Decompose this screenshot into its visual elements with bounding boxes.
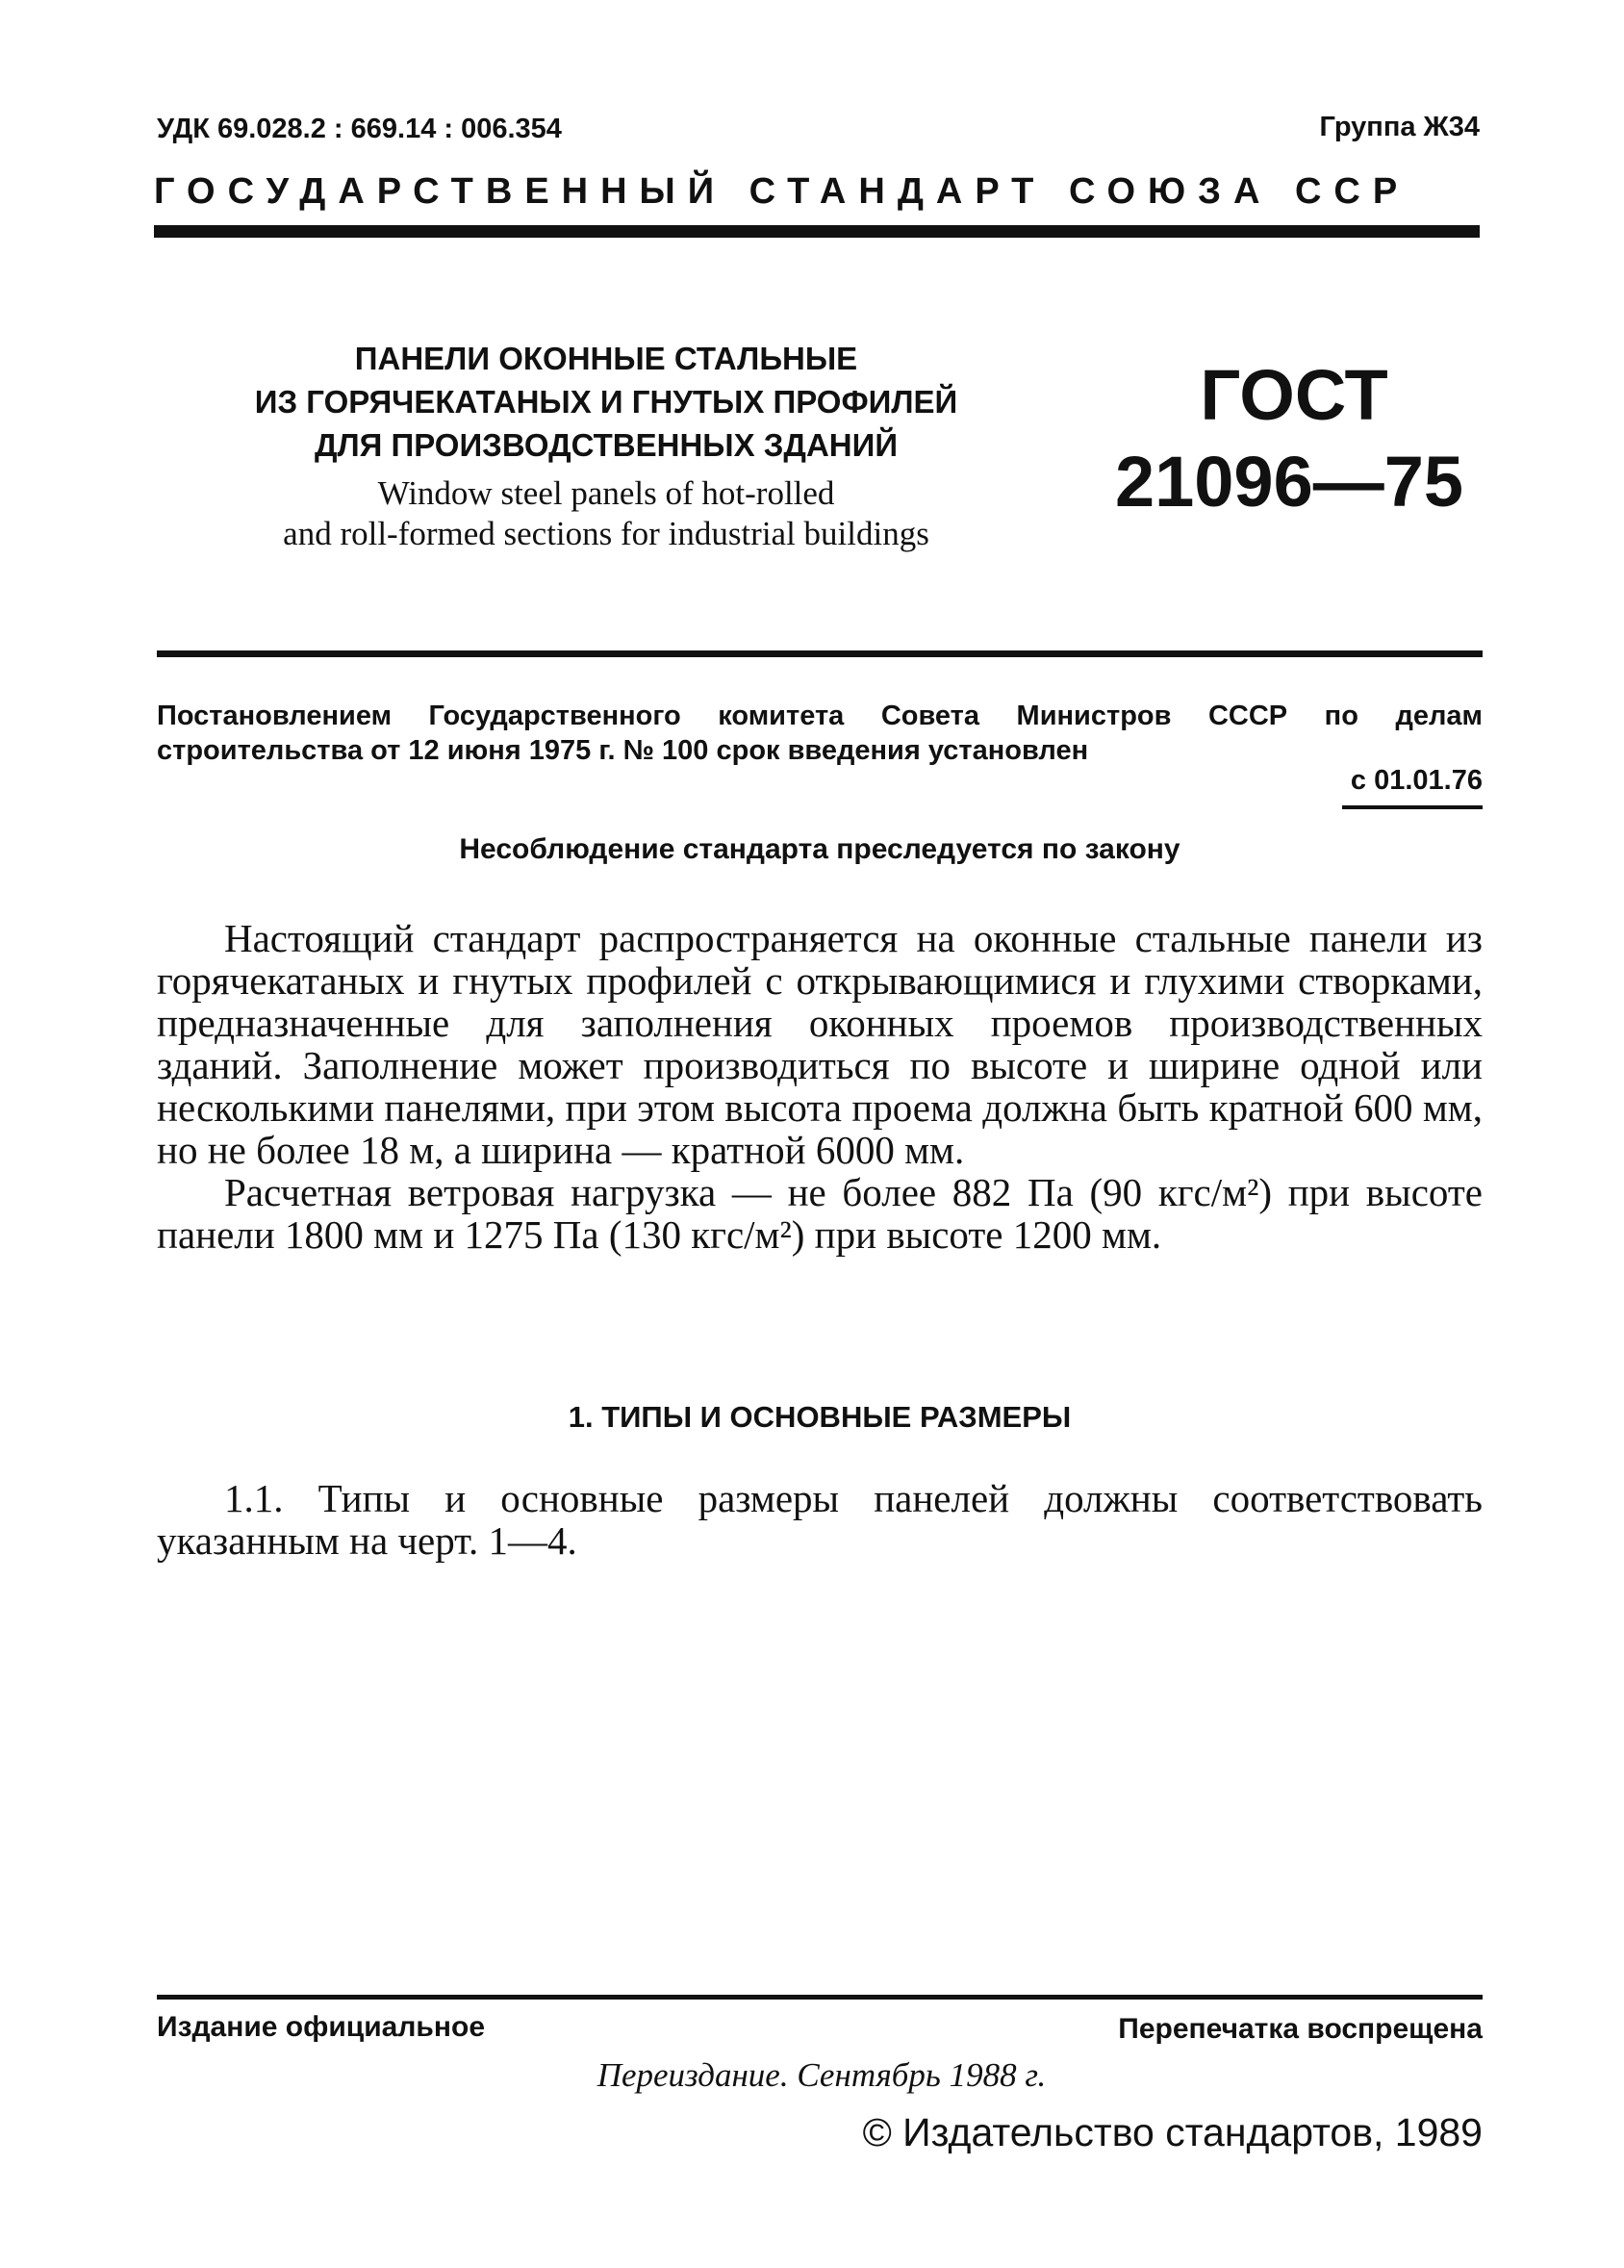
title-ru-line-3: ДЛЯ ПРОИЗВОДСТВЕННЫХ ЗДАНИЙ bbox=[314, 427, 899, 463]
effective-date: с 01.01.76 bbox=[1350, 765, 1483, 796]
law-notice: Несоблюдение стандарта преследуется по закону bbox=[459, 833, 1180, 865]
state-standard-heading: ГОСУДАРСТВЕННЫЙ СТАНДАРТ СОЮЗА ССР bbox=[154, 171, 1410, 212]
no-reprint-notice: Перепечатка воспрещена bbox=[1118, 2013, 1483, 2045]
title-rule bbox=[157, 650, 1483, 657]
date-underline bbox=[1342, 805, 1483, 809]
standard-title-en bbox=[192, 473, 1020, 554]
udk-code: УДК 69.028.2 : 669.14 : 006.354 bbox=[157, 114, 562, 144]
title-ru-line-2: ИЗ ГОРЯЧЕКАТАНЫХ И ГНУТЫХ ПРОФИЛЕЙ bbox=[254, 384, 958, 420]
copyright-notice: © Издательство стандартов, 1989 bbox=[862, 2110, 1483, 2154]
group-code: Группа Ж34 bbox=[1319, 112, 1480, 142]
reissue-note: Переиздание. Сентябрь 1988 г. bbox=[596, 2056, 1047, 2094]
footer-rule bbox=[157, 1995, 1483, 2000]
decree-text: Постановлением Государственного комитета Совета Министров СССР по делам строительства от 12 июня 1975 г. № 100 срок введения установлен bbox=[157, 701, 1483, 766]
title-ru-line-1: ПАНЕЛИ ОКОННЫЕ СТАЛЬНЫЕ bbox=[354, 341, 858, 376]
gost-label: ГОСТ bbox=[1200, 355, 1388, 435]
gost-number: 21096—75 bbox=[1114, 442, 1464, 522]
section-heading: 1. ТИПЫ И ОСНОВНЫЕ РАЗМЕРЫ bbox=[568, 1400, 1072, 1434]
header-rule bbox=[154, 225, 1480, 238]
intro-paragraph-2: Расчетная ветровая нагрузка — не более 882 Па (90 кгс/м²) при высоте панели 1800 мм и 1275 Па (130 кгс/м²) при высоте 1200 мм. bbox=[157, 1170, 1483, 1257]
clause-text bbox=[157, 1477, 1483, 1562]
title-en-line-1: Window steel panels of hot-rolled bbox=[377, 474, 835, 512]
clause-1-1: 1.1. Типы и основные размеры панелей должны соответствовать указанным на черт. 1—4. bbox=[157, 1476, 1483, 1563]
intro-text bbox=[157, 917, 1483, 1256]
standard-title-ru bbox=[192, 337, 1020, 467]
intro-paragraph-1: Настоящий стандарт распространяется на оконные стальные панели из горячекатаных и гнутых профилей с открывающимися и глухими створками, предназначенные для заполнения оконных проемов производственных зданий. Заполнение может производиться по высоте и ширине одной или несколькими панелями, при этом высота проема должна быть кратной 600 мм, но не более 18 м, а ширина — кратной 6000 мм. bbox=[157, 916, 1483, 1172]
title-en-line-2: and roll-formed sections for industrial buildings bbox=[283, 515, 929, 552]
official-edition: Издание официальное bbox=[157, 2011, 486, 2043]
